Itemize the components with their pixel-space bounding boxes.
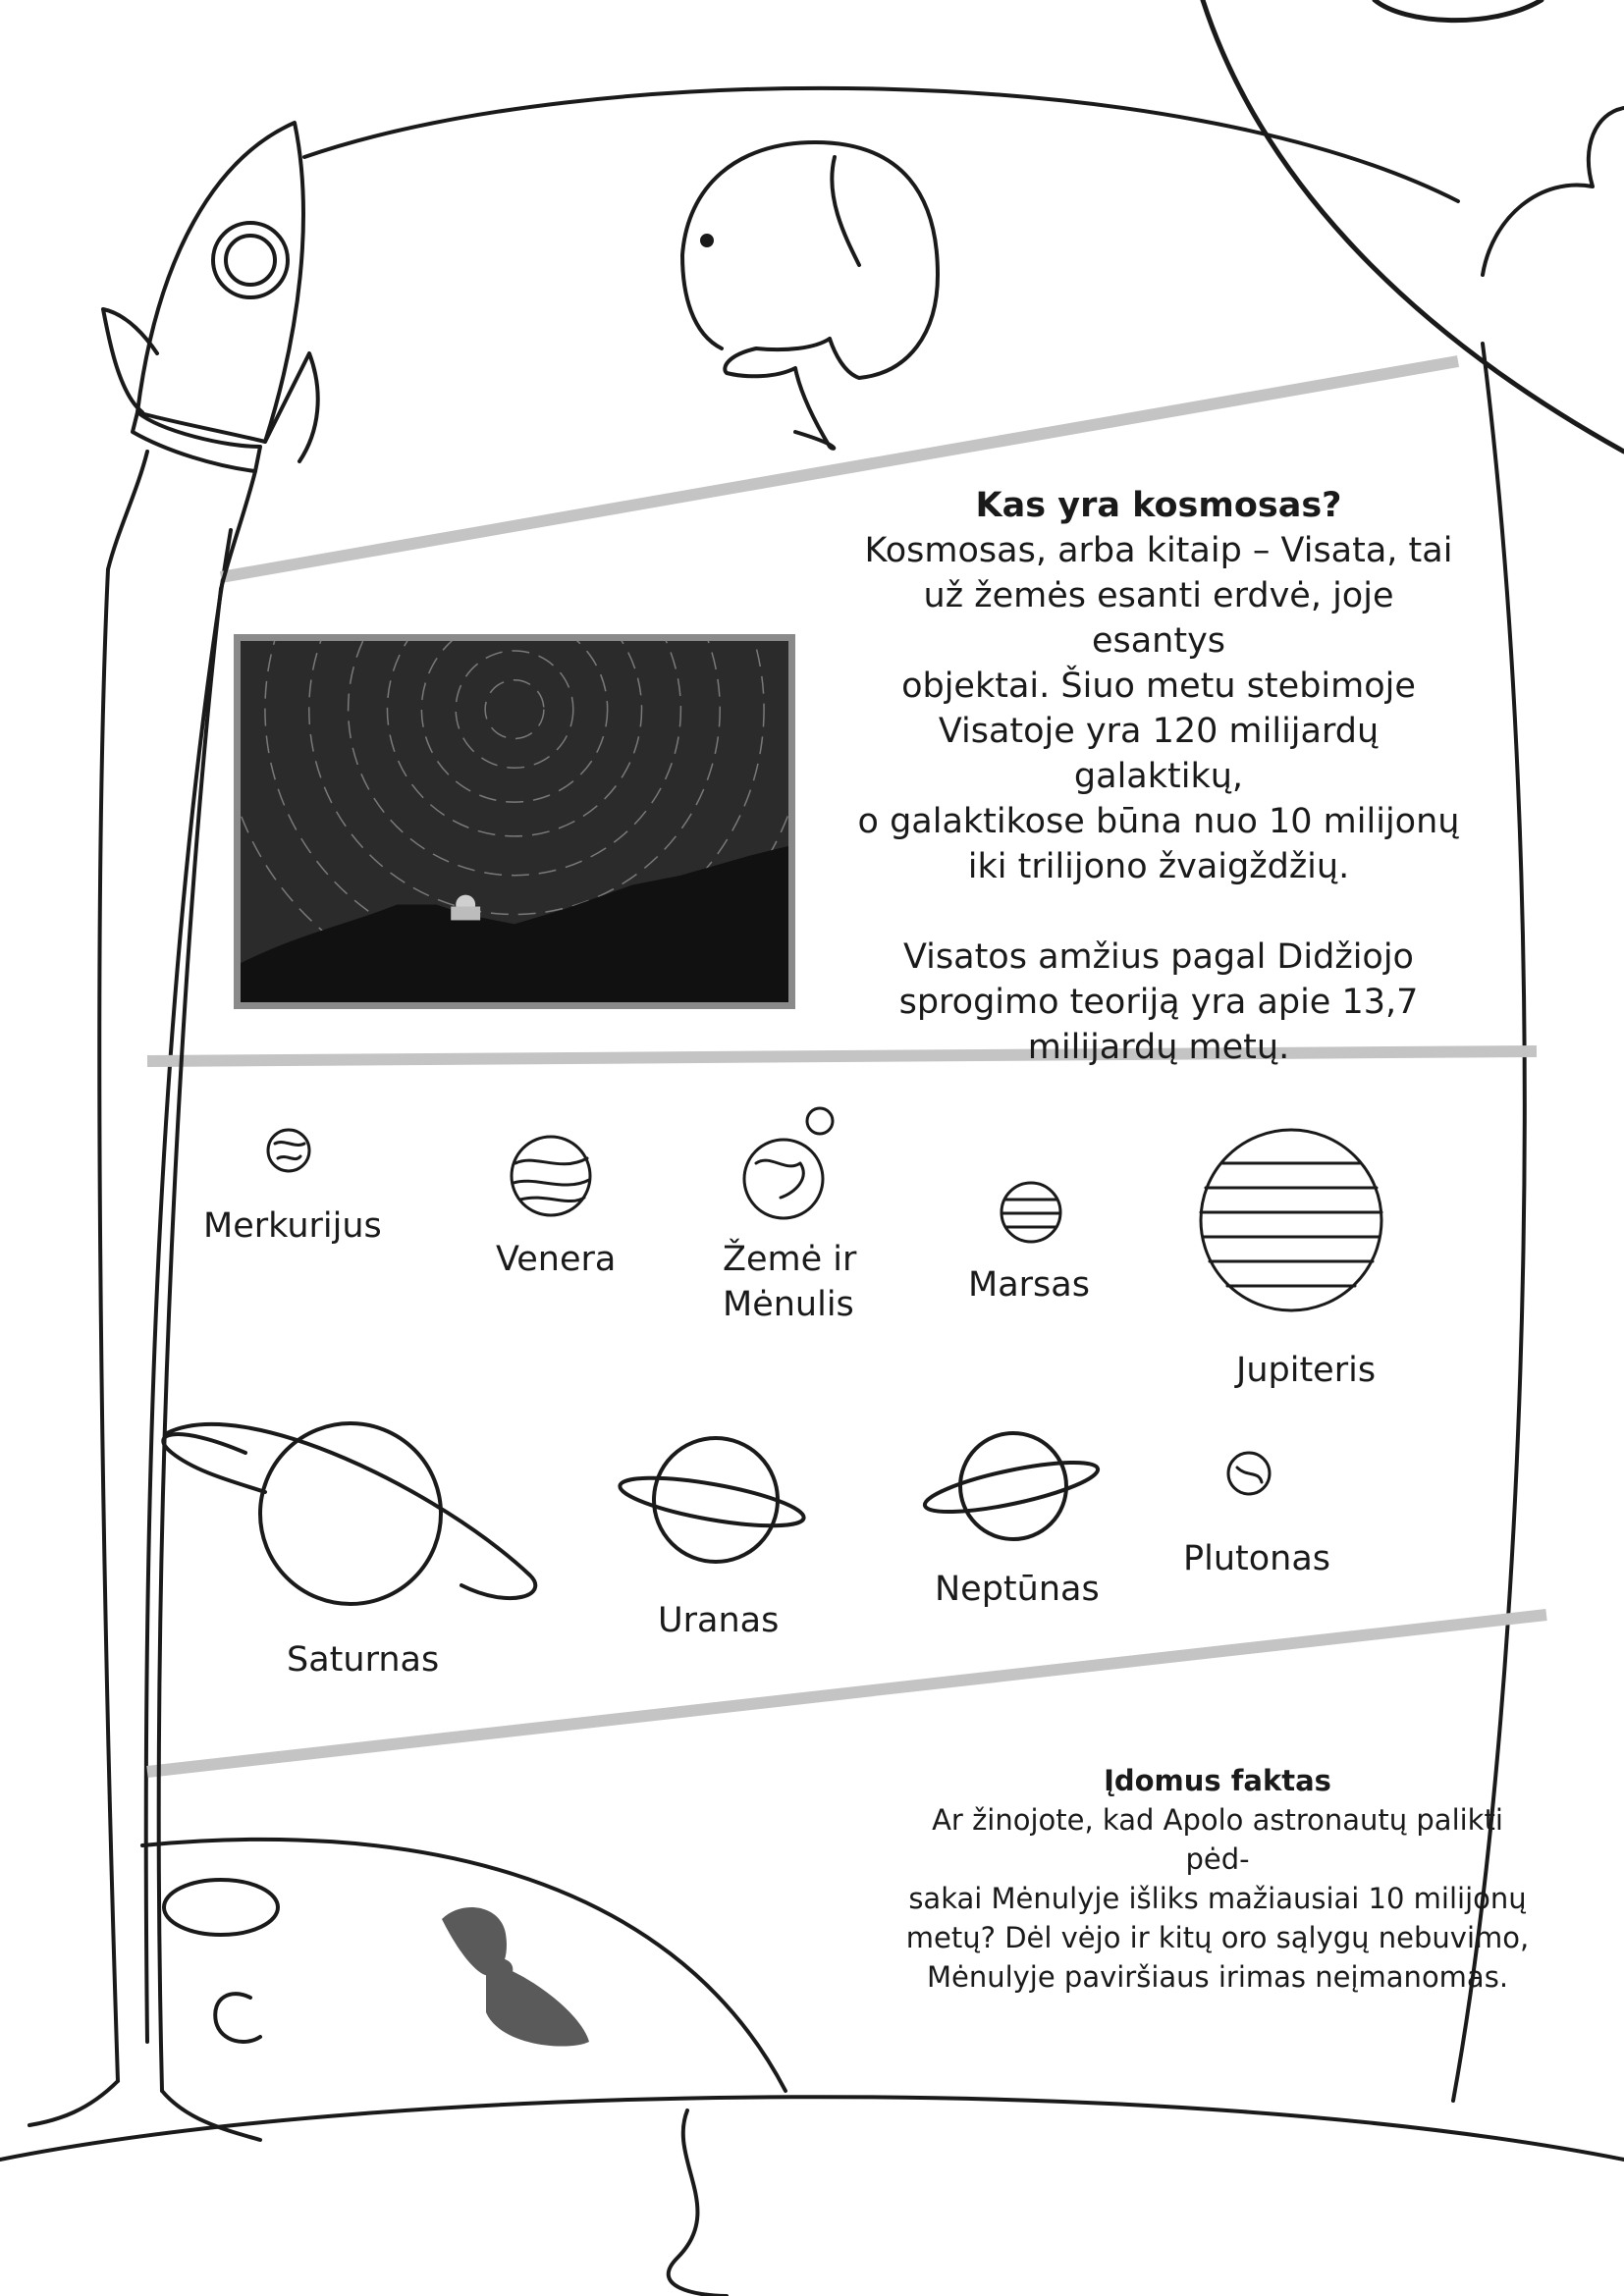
intro-line: už žemės esanti erdvė, joje esantys <box>923 576 1394 661</box>
label-uranas: Uranas <box>658 1601 780 1640</box>
rocket-illustration <box>29 123 318 2140</box>
fact-line: Ar žinojote, kad Apolo astronautų palikti pėd- <box>932 1803 1503 1876</box>
label-saturnas: Saturnas <box>287 1640 440 1680</box>
elephant-head-illustration <box>682 142 938 449</box>
label-marsas: Marsas <box>968 1265 1090 1305</box>
label-plutonas: Plutonas <box>1183 1539 1331 1578</box>
label-zeme <box>723 1237 857 1327</box>
planet-uranas <box>617 1438 806 1562</box>
planet-jupiteris <box>1201 1130 1381 1310</box>
intro-text-block <box>854 483 1463 1070</box>
fact-line: metų? Dėl vėjo ir kitų oro sąlygų nebuvimo, <box>905 1921 1530 1954</box>
room-ceiling-curve <box>304 88 1458 201</box>
label-jupiteris: Jupiteris <box>1236 1351 1377 1390</box>
planet-neptunas <box>921 1433 1101 1539</box>
footprint-prints <box>442 1907 589 2047</box>
star-trails-image <box>241 641 788 1002</box>
age-line: sprogimo teoriją yra apie 13,7 <box>898 983 1419 1022</box>
planet-marsas <box>1001 1183 1060 1242</box>
age-line: milijardų metų. <box>1027 1028 1290 1067</box>
intro-line: o galaktikose būna nuo 10 milijonų <box>857 802 1460 841</box>
label-venera: Venera <box>496 1240 617 1279</box>
intro-line: iki trilijono žvaigždžių. <box>967 847 1350 886</box>
age-line: Visatos amžius pagal Didžiojo <box>903 937 1414 977</box>
moon-top-right <box>1203 0 1624 452</box>
label-zeme-line1: Žemė ir <box>723 1240 857 1279</box>
fun-fact-block <box>766 1761 1624 1997</box>
planet-zeme <box>744 1108 833 1218</box>
planet-venera <box>512 1137 590 1215</box>
fact-line: sakai Mėnulyje išliks mažiausiai 10 milijonų <box>908 1882 1527 1915</box>
intro-line: Kosmosas, arba kitaip – Visata, tai <box>864 531 1453 570</box>
intro-title: Kas yra kosmosas? <box>975 486 1342 525</box>
planet-saturnas <box>163 1423 535 1604</box>
fact-line: Mėnulyje paviršiaus irimas neįmanomas. <box>926 1960 1509 1994</box>
fact-title: Įdomus faktas <box>1104 1764 1331 1797</box>
intro-line: Visatoje yra 120 milijardų galaktikų, <box>938 712 1380 796</box>
night-sky-photo <box>234 634 795 1009</box>
intro-line: objektai. Šiuo metu stebimoje <box>901 667 1416 706</box>
label-zeme-line2: Mėnulis <box>723 1285 854 1324</box>
planet-plutonas <box>1228 1453 1270 1494</box>
label-merkurijus: Merkurijus <box>203 1206 382 1246</box>
planet-merkurijus <box>268 1130 309 1171</box>
label-neptunas: Neptūnas <box>935 1570 1100 1609</box>
